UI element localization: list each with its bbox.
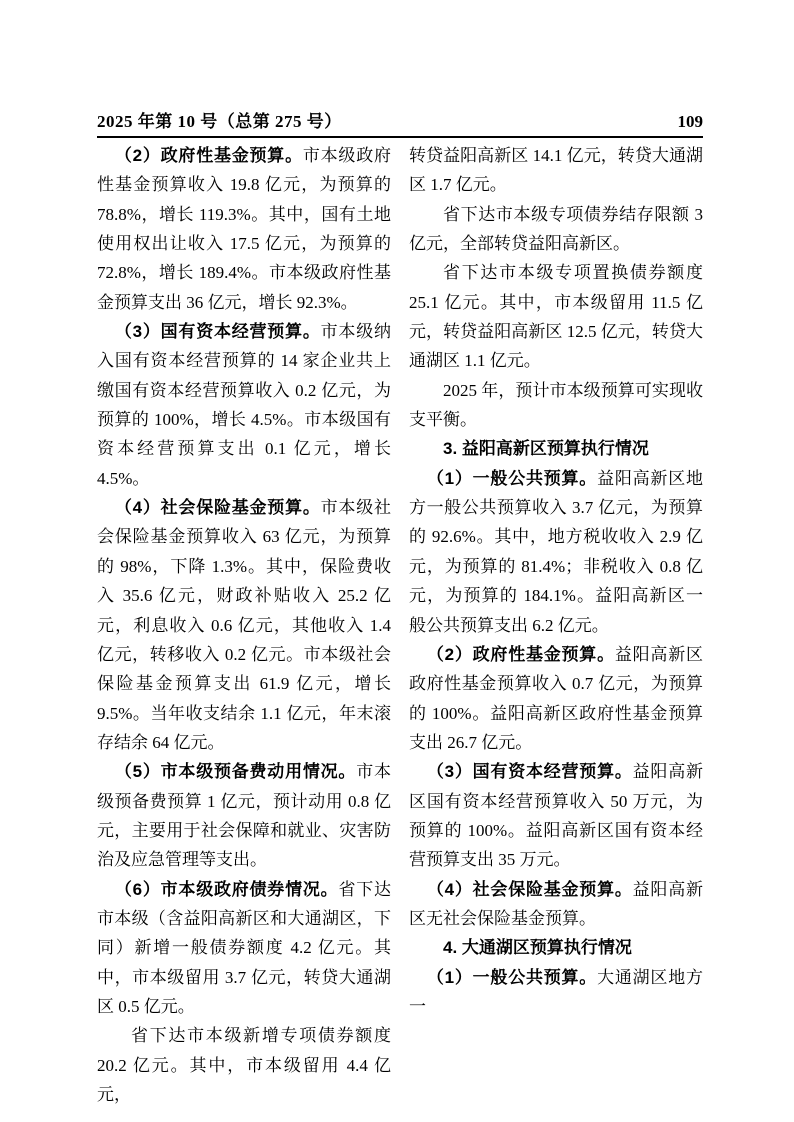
paragraph-govt-bonds <box>97 875 391 1022</box>
paragraph-text: 大通湖区地方一 <box>409 967 703 1016</box>
paragraph-reserve-fund-usage <box>97 757 391 874</box>
paragraph-lead: （3）国有资本经营预算。 <box>426 762 633 782</box>
heading-gaoxin-budget-execution: 3. 益阳高新区预算执行情况 <box>443 439 649 459</box>
paragraph-text: 益阳高新区地方一般公共预算收入 3.7 亿元，为预算的 92.6%。其中，地方税收收入 2.9 亿元，为预算的 81.4%；非税收入 0.8 亿元，为预算的 184.1%。益阳高新区一般公共预算支出 6.2 亿元。 <box>409 468 703 635</box>
paragraph-lead: （2）政府性基金预算。 <box>426 644 615 664</box>
paragraph-lead: （1）一般公共预算。 <box>426 468 598 488</box>
paragraph-replacement-bonds <box>409 258 703 375</box>
paragraph-text: 市本级政府性基金预算收入 19.8 亿元，为预算的 78.8%，增长 119.3%。其中，国有土地使用权出让收入 17.5 亿元，为预算的 72.8%，增长 189.4%。市本级政府性基金预算支出 36 亿元，增长 92.3%。 <box>97 146 391 312</box>
issue-number: 2025 年第 10 号（总第 275 号） <box>97 112 342 131</box>
paragraph-text: 益阳高新区政府性基金预算收入 0.7 亿元，为预算的 100%。益阳高新区政府性基金预算支出 26.7 亿元。 <box>409 644 703 752</box>
page-number: 109 <box>677 112 703 131</box>
paragraph-lead: （4）社会保险基金预算。 <box>426 879 633 899</box>
paragraph-lead: （2）政府性基金预算。 <box>114 146 303 165</box>
paragraph-text: 市本级纳入国有资本经营预算的 14 家企业共上缴国有资本经营预算收入 0.2 亿元，为预算的 100%，增长 4.5%。市本级国有资本经营预算支出 0.1 亿元，增长 4.5%。 <box>97 322 391 488</box>
paragraph-lead: （3）国有资本经营预算。 <box>114 322 321 342</box>
paragraph-lead: （1）一般公共预算。 <box>426 967 598 987</box>
paragraph-text: 益阳高新区无社会保险基金预算。 <box>409 879 703 928</box>
paragraph-text: 省下达市本级专项债券结存限额 3 亿元，全部转贷益阳高新区。 <box>409 204 703 254</box>
paragraph-text: 省下达市本级（含益阳高新区和大通湖区，下同）新增一般债券额度 4.2 亿元。其中，市本级留用 3.7 亿元，转贷大通湖区 0.5 亿元。 <box>97 879 391 1016</box>
paragraph-text: 市本级预备费预算 1 亿元，预计动用 0.8 亿元，主要用于社会保障和就业、灾害防治及应急管理等支出。 <box>97 762 391 870</box>
paragraph-gaoxin-general-budget <box>409 464 703 640</box>
paragraph-lead: （6）市本级政府债券情况。 <box>114 879 339 899</box>
page-header <box>97 107 703 138</box>
paragraph-state-capital-budget <box>97 317 391 493</box>
paragraph-lead: （4）社会保险基金预算。 <box>114 498 321 518</box>
paragraph-social-insurance-budget <box>97 493 391 757</box>
paragraph-bond-balance-quota <box>409 200 703 259</box>
paragraph-special-bonds-quota <box>97 1021 391 1109</box>
paragraph-text: 益阳高新区国有资本经营预算收入 50 万元，为预算的 100%。益阳高新区国有资本经营预算支出 35 万元。 <box>409 762 703 870</box>
paragraph-lead: （5）市本级预备费动用情况。 <box>114 762 357 782</box>
paragraph-text: 2025 年，预计市本级预算可实现收支平衡。 <box>409 380 703 430</box>
left-column <box>97 141 391 1109</box>
paragraph-balance-forecast <box>409 376 703 435</box>
paragraph-gaoxin-fund-budget <box>409 640 703 757</box>
paragraph-gaoxin-social-insurance <box>409 875 703 934</box>
right-column <box>409 141 703 1109</box>
paragraph-special-bonds-continued <box>409 141 703 200</box>
paragraph-text: 市本级社会保险基金预算收入 63 亿元，为预算的 98%，下降 1.3%。其中，保险费收入 35.6 亿元，财政补贴收入 25.2 亿元，利息收入 0.6 亿元，其他收入 1.4 亿元，转移收入 0.2 亿元。市本级社会保险基金预算支出 61.9 亿元，增长 9.5%。当年收支结余 1.1 亿元，年末滚存结余 64 亿元。 <box>97 498 391 752</box>
heading-datonghu-budget-execution: 4. 大通湖区预算执行情况 <box>443 938 632 958</box>
paragraph-govt-fund-budget <box>97 141 391 317</box>
paragraph-datonghu-general-budget <box>409 963 703 1022</box>
paragraph-gaoxin-state-capital <box>409 757 703 874</box>
page-body <box>97 141 703 1109</box>
paragraph-text: 省下达市本级专项置换债券额度 25.1 亿元。其中，市本级留用 11.5 亿元，转贷益阳高新区 12.5 亿元，转贷大通湖区 1.1 亿元。 <box>409 263 703 371</box>
paragraph-text: 转贷益阳高新区 14.1 亿元，转贷大通湖区 1.7 亿元。 <box>409 146 703 195</box>
paragraph-text: 省下达市本级新增专项债券额度 20.2 亿元。其中，市本级留用 4.4 亿元， <box>97 1026 391 1104</box>
